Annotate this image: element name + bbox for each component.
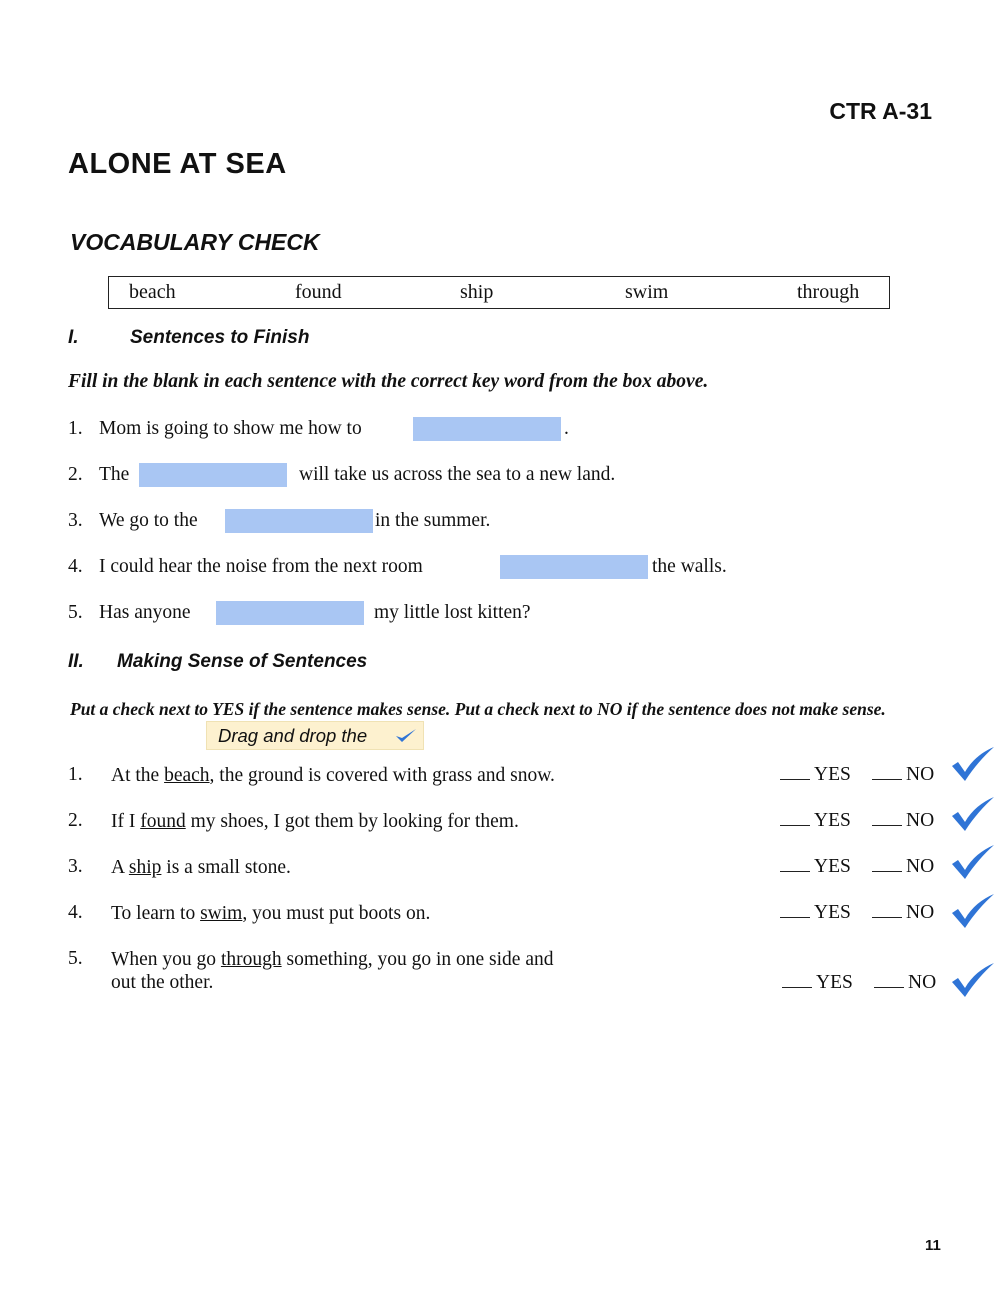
no-option[interactable]: NO xyxy=(872,810,934,832)
word-bank-item: swim xyxy=(625,281,669,303)
section-2-instruction: Put a check next to YES if the sentence makes sense. Put a check next to NO if the sentence does not make sense. xyxy=(70,699,886,719)
sentence-number: 3. xyxy=(68,510,83,531)
draggable-checkmark-icon[interactable] xyxy=(950,844,996,880)
word-bank-item: found xyxy=(295,281,342,303)
word-bank-item: through xyxy=(797,281,860,303)
fill-sentence-2 xyxy=(68,464,616,486)
sentence-text-after: . xyxy=(564,418,569,439)
page-number: 11 xyxy=(925,1237,941,1254)
sentence-text-after: the walls. xyxy=(652,556,727,577)
question-text: To learn to swim, you must put boots on. xyxy=(111,903,431,924)
word-box xyxy=(108,276,890,309)
answer-blank-1[interactable] xyxy=(413,417,561,441)
yes-option[interactable]: YES xyxy=(782,972,853,994)
drag-hint-label: Drag and drop the xyxy=(218,725,368,746)
question-number: 3. xyxy=(68,856,83,877)
vocabulary-heading: VOCABULARY CHECK xyxy=(70,229,320,255)
draggable-checkmark-icon[interactable] xyxy=(950,962,996,998)
section-1-title: Sentences to Finish xyxy=(130,327,310,348)
sentence-text-before: The xyxy=(99,464,130,485)
draggable-checkmark-icon[interactable] xyxy=(950,796,996,832)
draggable-checkmark-icon[interactable] xyxy=(950,746,996,782)
word-bank-item: ship xyxy=(460,281,494,303)
question-text: When you go through something, you go in one side and out the other. xyxy=(111,949,554,993)
no-option[interactable]: NO xyxy=(872,902,934,924)
question-number: 5. xyxy=(68,948,83,969)
section-1-instruction: Fill in the blank in each sentence with the correct key word from the box above. xyxy=(68,371,709,392)
checkmark-icon xyxy=(395,727,417,743)
sentence-number: 4. xyxy=(68,556,83,577)
sentence-number: 5. xyxy=(68,602,83,623)
question-text: A ship is a small stone. xyxy=(111,857,291,878)
no-option[interactable]: NO xyxy=(872,764,934,786)
draggable-checkmark-icon[interactable] xyxy=(950,893,996,929)
answer-blank-4[interactable] xyxy=(500,555,648,579)
section-2-number: II. xyxy=(68,651,84,672)
yes-option[interactable]: YES xyxy=(780,902,851,924)
sentence-text-after: my little lost kitten? xyxy=(374,602,531,623)
key-word: swim xyxy=(200,903,243,924)
sentence-number: 2. xyxy=(68,464,83,485)
answer-blank-3[interactable] xyxy=(225,509,373,533)
fill-sentence-5 xyxy=(68,602,531,624)
drag-hint xyxy=(206,721,424,750)
question-number: 4. xyxy=(68,902,83,923)
question-number: 2. xyxy=(68,810,83,831)
sentence-text-after: will take us across the sea to a new land. xyxy=(299,464,616,485)
fill-sentence-4 xyxy=(68,556,727,578)
sentence-text-before: I could hear the noise from the next room xyxy=(99,556,423,577)
sentence-text-before: Mom is going to show me how to xyxy=(99,418,362,439)
document-code: CTR A-31 xyxy=(829,98,932,124)
sentence-number: 1. xyxy=(68,418,83,439)
question-text: If I found my shoes, I got them by looking for them. xyxy=(111,811,519,832)
sentence-text-before: We go to the xyxy=(99,510,198,531)
answer-blank-5[interactable] xyxy=(216,601,364,625)
yes-option[interactable]: YES xyxy=(780,764,851,786)
sentence-text-before: Has anyone xyxy=(99,602,191,623)
key-word: through xyxy=(220,949,282,970)
no-option[interactable]: NO xyxy=(874,972,936,994)
key-word: beach xyxy=(164,765,210,786)
word-bank-item: beach xyxy=(129,281,176,303)
section-1-number: I. xyxy=(68,327,79,348)
yes-option[interactable]: YES xyxy=(780,856,851,878)
key-word: ship xyxy=(128,857,162,878)
fill-sentence-1 xyxy=(68,418,569,440)
fill-sentence-3 xyxy=(68,510,491,532)
sentence-text-after: in the summer. xyxy=(375,510,491,531)
question-text: At the beach, the ground is covered with grass and snow. xyxy=(111,765,555,786)
no-option[interactable]: NO xyxy=(872,856,934,878)
key-word: found xyxy=(140,811,186,832)
section-2-title: Making Sense of Sentences xyxy=(117,651,368,672)
question-number: 1. xyxy=(68,764,83,785)
page-title: ALONE AT SEA xyxy=(68,148,287,180)
yes-option[interactable]: YES xyxy=(780,810,851,832)
answer-blank-2[interactable] xyxy=(139,463,287,487)
